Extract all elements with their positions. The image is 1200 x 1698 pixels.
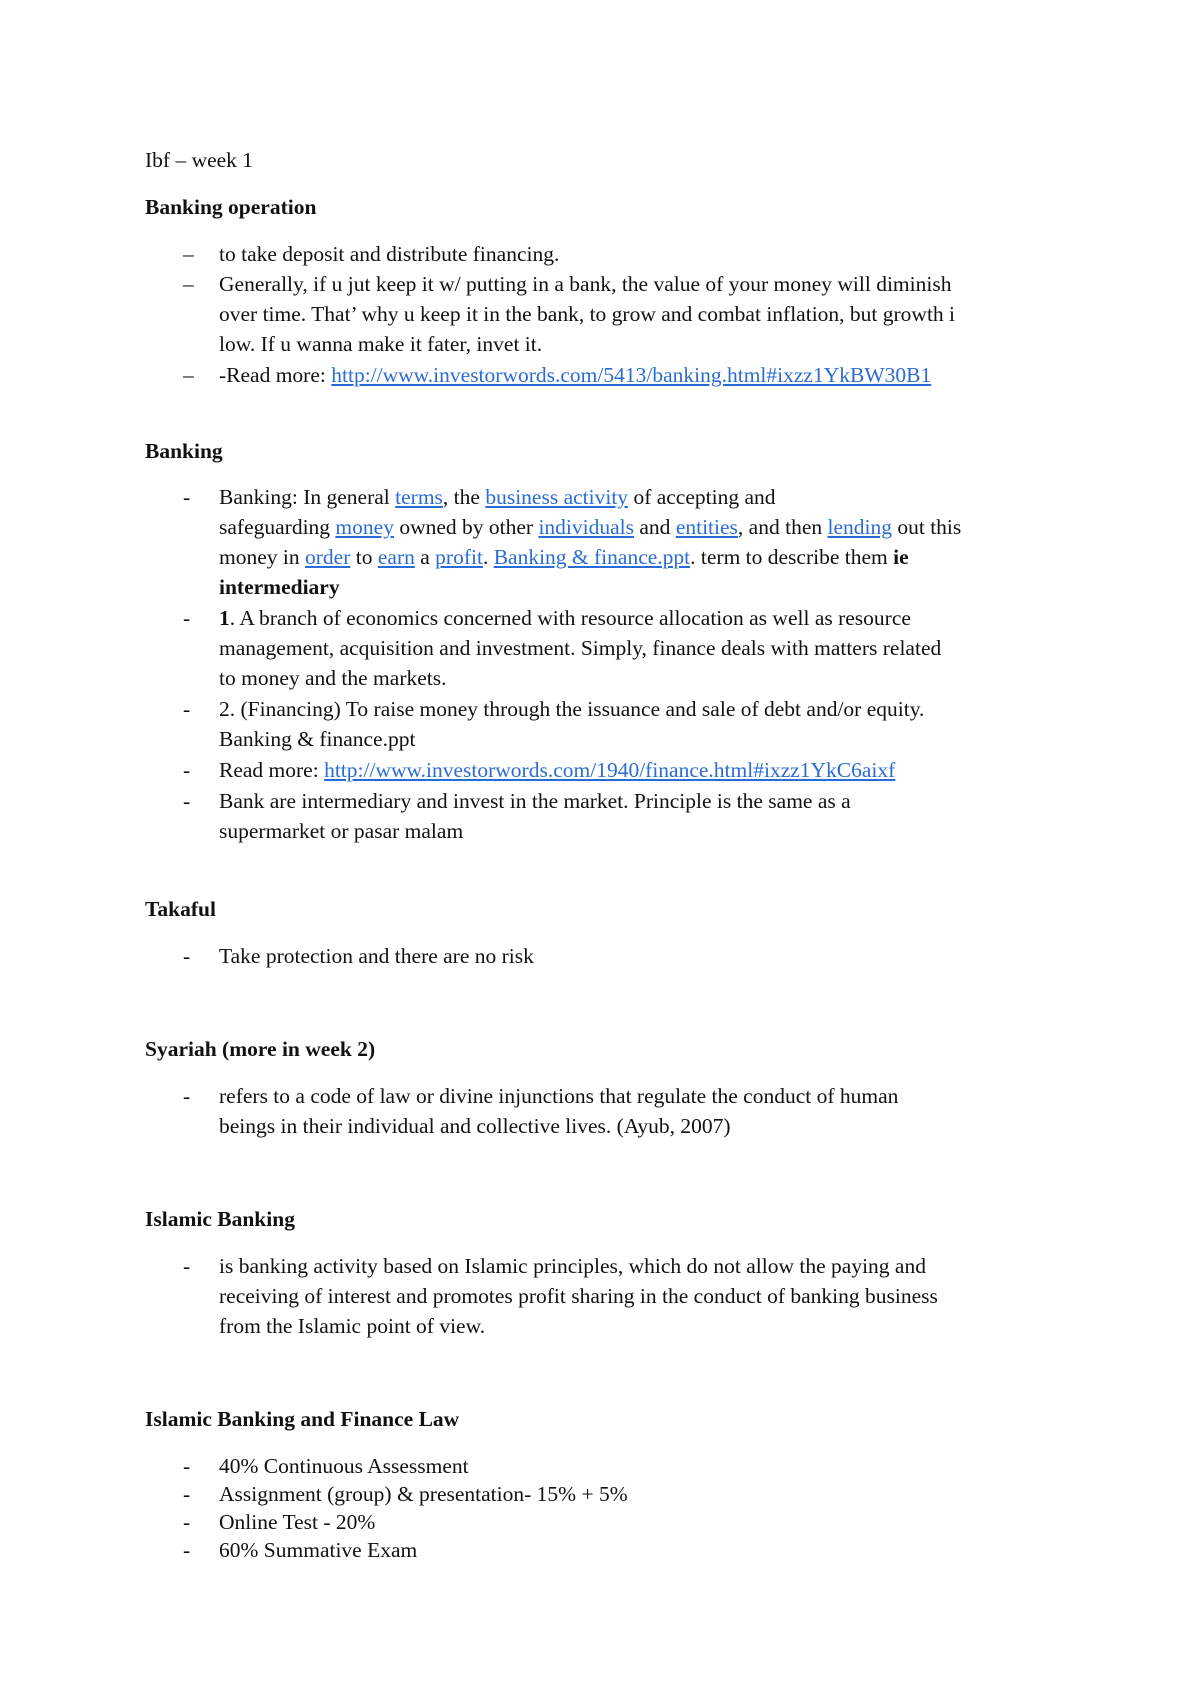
section-heading-takaful: Takaful <box>145 897 216 921</box>
bullet-dash: - <box>183 1482 191 1506</box>
list-item-continuation: from the Islamic point of view. <box>219 1314 486 1338</box>
section-heading-banking-operation: Banking operation <box>145 195 317 219</box>
list-item-continuation: beings in their individual and collective lives. (Ayub, 2007) <box>219 1114 731 1138</box>
list-item: refers to a code of law or divine injunctions that regulate the conduct of human <box>219 1084 899 1108</box>
link-money[interactable]: money <box>335 515 394 539</box>
text-run: . <box>482 545 494 569</box>
section-heading-islamic-banking: Islamic Banking <box>145 1207 295 1231</box>
bullet-dash: - <box>183 789 191 813</box>
list-item <box>219 482 776 512</box>
link-order[interactable]: order <box>305 545 351 569</box>
link-terms[interactable]: terms <box>395 485 443 509</box>
link-individuals[interactable]: individuals <box>538 515 635 539</box>
link-lending[interactable]: lending <box>827 515 892 539</box>
bullet-dash: - <box>183 1538 191 1562</box>
text-run: money in <box>219 545 305 569</box>
read-more-label: Read more: <box>219 758 325 782</box>
bullet-dash: - <box>183 944 191 968</box>
bullet-dash: - <box>183 1254 191 1278</box>
list-item: Generally, if u jut keep it w/ putting in a bank, the value of your money will diminish <box>219 272 952 296</box>
list-item <box>219 603 911 633</box>
list-item-continuation <box>219 512 961 542</box>
list-item-continuation: receiving of interest and promotes profit sharing in the conduct of banking business <box>219 1284 938 1308</box>
section-heading-islamic-banking-finance-law: Islamic Banking and Finance Law <box>145 1407 460 1431</box>
list-item: is banking activity based on Islamic principles, which do not allow the paying and <box>219 1254 926 1278</box>
bullet-dash: - <box>183 1510 191 1534</box>
read-more-link-finance[interactable]: http://www.investorwords.com/1940/finance.html#ixzz1YkC6aixf <box>324 758 896 782</box>
list-item: Take protection and there are no risk <box>219 944 534 968</box>
text-run: and <box>634 515 676 539</box>
text-run: a <box>414 545 436 569</box>
list-item-continuation: Banking & finance.ppt <box>219 727 416 751</box>
list-item: to take deposit and distribute financing. <box>219 242 560 266</box>
text-run: safeguarding <box>219 515 336 539</box>
bold-number: 1 <box>219 606 230 630</box>
link-profit[interactable]: profit <box>435 545 483 569</box>
list-item-read-more <box>219 360 931 390</box>
list-item: Assignment (group) & presentation- 15% + 5% <box>219 1482 628 1506</box>
text-run: to <box>350 545 378 569</box>
bullet-dash: - <box>183 697 191 721</box>
bullet-dash: - <box>183 485 191 509</box>
bullet-dash: - <box>183 1454 191 1478</box>
bullet-dash: - <box>183 1084 191 1108</box>
list-item: Bank are intermediary and invest in the market. Principle is the same as a <box>219 789 851 813</box>
bullet-dash: - <box>183 758 191 782</box>
link-business-activity[interactable]: business activity <box>485 485 629 509</box>
read-more-label: -Read more: <box>219 363 332 387</box>
list-item-continuation: low. If u wanna make it fater, invet it. <box>219 332 543 356</box>
bullet-dash: - <box>183 606 191 630</box>
text-run: out this <box>891 515 962 539</box>
list-item-continuation: to money and the markets. <box>219 666 447 690</box>
text-run: , the <box>442 485 486 509</box>
list-item-read-more <box>219 755 895 785</box>
section-heading-banking: Banking <box>145 439 223 463</box>
link-entities[interactable]: entities <box>675 515 738 539</box>
read-more-link-banking[interactable]: http://www.investorwords.com/5413/banking.html#ixzz1YkBW30B1 <box>331 363 932 387</box>
link-earn[interactable]: earn <box>377 545 415 569</box>
list-item-continuation <box>219 542 909 572</box>
list-item: Online Test - 20% <box>219 1510 376 1534</box>
text-run: . A branch of economics concerned with resource allocation as well as resource <box>229 606 911 630</box>
list-item-continuation: management, acquisition and investment. Simply, finance deals with matters related <box>219 636 942 660</box>
section-heading-syariah: Syariah (more in week 2) <box>145 1037 376 1061</box>
text-run: . term to describe them <box>690 545 894 569</box>
text-run: of accepting and <box>628 485 776 509</box>
text-run: owned by other <box>393 515 539 539</box>
document-title: Ibf – week 1 <box>145 148 254 172</box>
text-run: Banking: In general <box>219 485 396 509</box>
list-item-continuation-bold: intermediary <box>219 575 340 599</box>
list-item-continuation: over time. That’ why u keep it in the bank, to grow and combat inflation, but growth i <box>219 302 956 326</box>
list-item: 2. (Financing) To raise money through the issuance and sale of debt and/or equity. <box>219 697 925 721</box>
list-item: 60% Summative Exam <box>219 1538 418 1562</box>
bullet-dash: – <box>183 363 194 387</box>
bold-text: ie <box>893 545 909 569</box>
list-item-continuation: supermarket or pasar malam <box>219 819 464 843</box>
bullet-dash: – <box>183 272 194 296</box>
list-item: 40% Continuous Assessment <box>219 1454 469 1478</box>
bullet-dash: – <box>183 242 194 266</box>
text-run: , and then <box>737 515 828 539</box>
link-banking-finance-ppt[interactable]: Banking & finance.ppt <box>493 545 691 569</box>
